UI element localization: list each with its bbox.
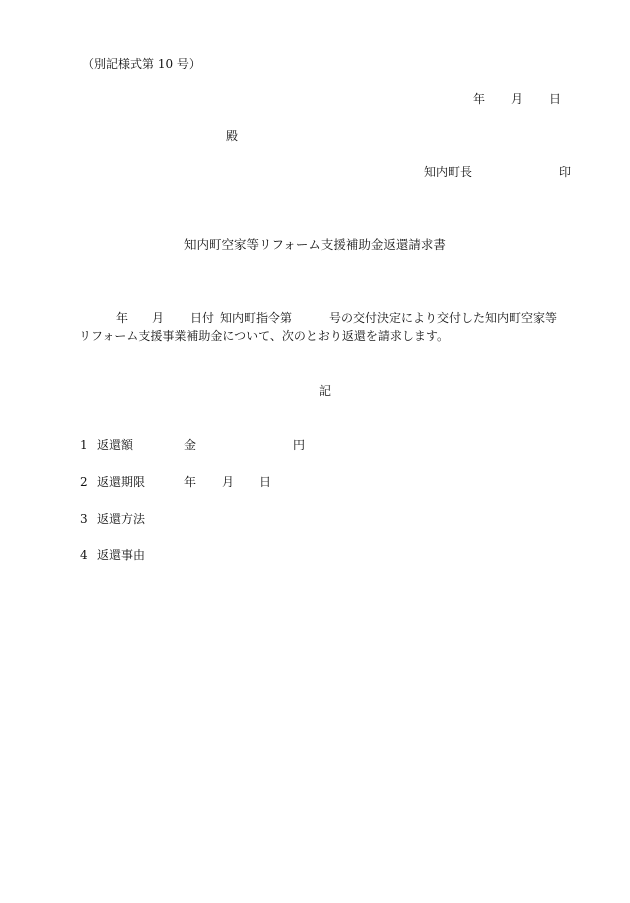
body-day-ref: 日付: [190, 311, 215, 325]
addressee-suffix: 殿: [226, 129, 239, 143]
item-1-number: 1: [80, 438, 88, 452]
body-line2: リフォーム支援事業補助金について、次のとおり返還を請求します。: [79, 329, 449, 343]
date-year-label: 年: [473, 92, 486, 106]
item-4-number: 4: [80, 548, 88, 562]
item-2-year: 年: [184, 475, 197, 489]
form-number: （別記様式第 10 号）: [82, 57, 201, 71]
seal-mark: 印: [559, 165, 572, 179]
body-order-ref: 知内町指令第: [220, 311, 293, 325]
item-3-label: 返還方法: [97, 512, 146, 526]
item-2-number: 2: [80, 475, 88, 489]
sender-name: 知内町長: [424, 165, 473, 179]
item-1-label: 返還額: [97, 438, 134, 452]
date-month-label: 月: [511, 92, 524, 106]
body-year-label: 年: [116, 311, 129, 325]
item-2-month: 月: [222, 475, 235, 489]
body-line1-rest: 号の交付決定により交付した知内町空家等: [329, 311, 558, 325]
body-month-label: 月: [152, 311, 165, 325]
item-3-number: 3: [80, 512, 88, 526]
item-2-day: 日: [259, 475, 272, 489]
item-1-kin: 金: [184, 438, 197, 452]
date-day-label: 日: [549, 92, 562, 106]
item-4-label: 返還事由: [97, 548, 146, 562]
ki-heading: 記: [318, 384, 331, 398]
item-1-yen: 円: [293, 438, 306, 452]
document-title: 知内町空家等リフォーム支援補助金返還請求書: [184, 237, 446, 252]
item-2-label: 返還期限: [97, 475, 146, 489]
